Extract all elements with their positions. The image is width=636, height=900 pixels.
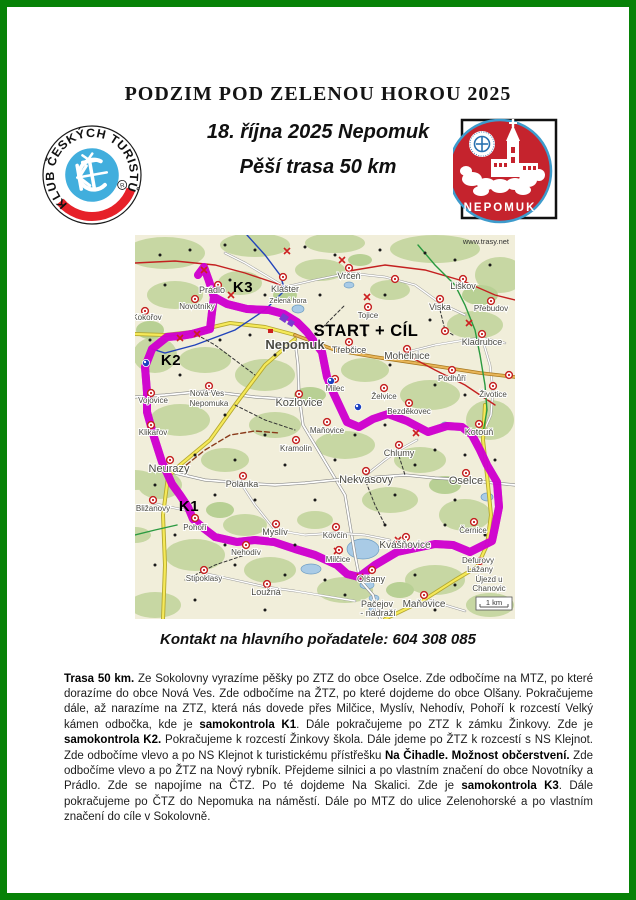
description-run: Ze Sokolovny vyrazíme pěšky po ZTZ do obce Oselce. Zde odbočíme na MTZ, po které dorazíme do obce Nová Ves. Zde odbočíme na ŽTZ, po které dojdeme do obce Olšany. Pokračujeme dále, až narazíme na ZTZ, která nás dovede přes Milčice, Myslív, Nehodív, Pohoří k rozcestí Velký kámen odbočka, kde je	[64, 672, 593, 731]
description-run: Pokračujeme k rozcestí Žinkovy škola. Dále jdeme po ŽTZ k rozcestí s NS Klejnot. Zde odbočíme vlevo a po NS Klejnot k turistickému přístřešku	[64, 734, 593, 762]
map-town-label: Chlumy	[383, 448, 415, 458]
map-checkpoint-label: START + CÍL	[313, 322, 419, 340]
map-town-label: Myslív	[262, 527, 288, 537]
map-town-label: Vrčeň	[337, 271, 361, 281]
description-run: Na Čihadle. Možnost občerstvení.	[385, 749, 570, 762]
kct-logo-badge	[40, 117, 144, 232]
event-date: 18. října 2025 Nepomuk	[206, 121, 430, 143]
map-checkpoint-label: K3	[232, 279, 254, 296]
page-title: PODZIM POD ZELENOU HOROU 2025	[124, 83, 512, 105]
map-scale-label: 1 km	[485, 598, 503, 607]
map-town-label: Chanovic	[472, 584, 506, 593]
contact-line: Kontakt na hlavního pořadatele: 604 308 085	[160, 631, 476, 648]
map-town-label: Nová Ves	[189, 389, 225, 398]
kct-logo	[40, 117, 144, 235]
route-length: Pěší trasa 50 km	[239, 156, 397, 178]
map-checkpoint-label: K1	[178, 498, 200, 515]
map-town-label: Životice	[479, 390, 507, 399]
map-town-label: Černice	[459, 526, 487, 535]
description-run: samokontrola K3	[461, 780, 559, 793]
description-run: . Dále pokračujeme po ČTZ do Nepomuka na náměstí. Dále po MTZ do ulice Zelenohorské a po vlastním značení do cíle v Sokolovně.	[64, 780, 593, 824]
map-town-label: Polánka	[225, 479, 259, 489]
nepomuk-logo	[453, 117, 559, 227]
map-town-label: Defurovy	[461, 556, 495, 565]
map-town-label: Lažany	[467, 565, 493, 574]
map-town-label: Kramolín	[279, 444, 313, 453]
map-town-label: Třebčice	[331, 345, 367, 355]
map-town-label: Bližanovy	[135, 504, 171, 513]
map-town-label: Nehodív	[231, 548, 261, 557]
map-town-label: Mohelnice	[384, 351, 430, 362]
map-watermark: www.trasy.net	[462, 237, 509, 246]
map-town-label: Pačejov	[360, 599, 394, 609]
map-town-label: Vojovice	[138, 396, 168, 405]
map-town-label: Kotouň	[464, 427, 494, 437]
map-town-label: Pohoří	[183, 523, 207, 532]
map-town-label: Klášter	[270, 284, 300, 294]
description-run: samokontrola K1	[199, 718, 297, 731]
kct-ring-text: KLUB ČESKÝCH TURISTŮ	[42, 125, 142, 212]
description-run: . Dále pokračujeme po ZTZ k zámku Žinkovy. Zde je	[296, 718, 593, 731]
map-town-label: Viska	[429, 302, 451, 312]
map-town-label: Kovčín	[322, 531, 348, 540]
description-run: samokontrola K2.	[64, 734, 162, 747]
map-town-label: Nepomuk	[265, 337, 325, 352]
map-town-label: Loužná	[251, 587, 281, 597]
map-town-label: Kvášňovice	[379, 540, 431, 551]
map-town-label: Novotníky	[179, 302, 215, 311]
map-town-label: Zelená hora	[269, 298, 307, 305]
map-town-label: Kokořov	[135, 313, 162, 322]
map-town-label: Podhůří	[437, 374, 467, 383]
map-town-label: Nekvasovy	[339, 474, 393, 486]
map-town-label: Nepomuka	[189, 399, 229, 408]
map-town-label: Maňovice	[402, 599, 446, 610]
kct-registered-mark: R	[119, 183, 126, 190]
map-town-label: Milec	[325, 384, 345, 393]
map-town-label: Újezd u	[475, 575, 503, 584]
map-town-label: - nádraží	[360, 608, 396, 618]
description-run: Trasa 50 km.	[64, 672, 135, 685]
map-town-label: Tojice	[357, 311, 379, 320]
nepomuk-mini-kct-icon	[469, 131, 495, 157]
map-town-label: Přebudov	[473, 304, 509, 313]
map-town-label: Kozlovice	[275, 397, 323, 409]
map-checkpoint-label: K2	[160, 352, 182, 369]
map-town-label: Želvice	[371, 392, 397, 401]
nepomuk-logo-label: NEPOMUK	[463, 202, 537, 214]
map-town-label: Liškov	[450, 281, 476, 291]
map-town-label: Prádlo	[198, 285, 226, 295]
map-scale-bar	[476, 597, 512, 610]
map-town-label: Oselce	[448, 475, 484, 487]
map-town-label: Maňovice	[309, 426, 345, 435]
map-town-label: Neurazy	[148, 463, 190, 475]
route-description	[64, 672, 593, 826]
map-town-label: Kladrubce	[461, 337, 503, 347]
description-run: Zde odbočíme vlevo a po ŽTZ na Nový rybník. Přejdeme silnici a po vlastním značení do obce Novotníky a Prádlo. Zde se napojíme na ČTZ. Po té dojdeme Na Skalici. Zde je	[64, 749, 594, 793]
map-town-label: Stipoklasy	[185, 574, 223, 583]
map-town-label: Olšany	[356, 574, 386, 584]
map-town-label: Milčice	[325, 555, 351, 564]
route-map	[135, 235, 515, 619]
map-town-label: Bezděkovec	[387, 407, 431, 416]
map-town-label: Klikařov	[138, 428, 168, 437]
